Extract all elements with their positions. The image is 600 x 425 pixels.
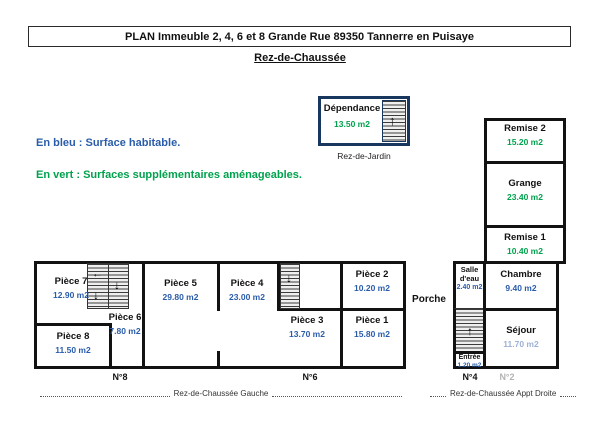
room-area: 12.90 m2: [53, 289, 89, 300]
room-entree: [453, 351, 486, 369]
staircase-icon: [382, 100, 406, 142]
dotted-leader: [40, 391, 170, 397]
room-name: Pièce 2: [355, 269, 389, 280]
room-name: Entrée: [458, 354, 481, 361]
stairs-up-arrow-icon: ↑: [467, 324, 473, 338]
room-area: 10.20 m2: [354, 282, 390, 293]
footer-left-label: Rez-de-Chaussée Gauche: [173, 389, 269, 398]
footer-left: [40, 389, 402, 398]
plan-title: PLAN Immeuble 2, 4, 6 et 8 Grande Rue 89350 Tannerre en Puisaye: [125, 30, 474, 43]
room-name: Pièce 4: [230, 278, 264, 289]
wall: [217, 351, 220, 369]
room-area: 9.40 m2: [505, 282, 537, 293]
room-name: Remise 2: [504, 123, 546, 134]
room-name: Pièce 6: [108, 312, 142, 323]
section-label-n6: N°6: [302, 372, 318, 382]
room-name: Chambre: [500, 269, 542, 280]
dotted-leader: [430, 391, 446, 397]
staircase-icon: [280, 263, 300, 309]
room-name: Dépendance: [323, 103, 381, 114]
room-area: 7.80 m2: [109, 325, 141, 336]
room-name: Grange: [508, 178, 542, 189]
room-area: 29.80 m2: [162, 291, 199, 302]
legend-amenageable: En vert : Surfaces supplémentaires aménageables.: [36, 169, 302, 181]
room-area: 23.40 m2: [507, 191, 543, 202]
staircase-icon: [453, 308, 486, 354]
room-area: 23.00 m2: [229, 291, 265, 302]
room-area: 13.70 m2: [289, 328, 325, 339]
stairs-divider: [108, 264, 109, 308]
room-porche: Porche: [412, 294, 446, 305]
room-name: Pièce 8: [56, 331, 90, 342]
room-name: Pièce 3: [290, 315, 324, 326]
room-name: Remise 1: [504, 232, 546, 243]
plan-title-box: [28, 26, 571, 47]
stairs-down-arrow-icon: ↓: [286, 271, 292, 285]
room-area: 2.40 m2: [456, 284, 483, 292]
room-area: 1.20 m2: [457, 362, 482, 370]
section-label-n2: N°2: [499, 372, 515, 382]
room-area: 10.40 m2: [507, 245, 543, 256]
room-salle-deau: [453, 261, 486, 311]
room-name: Séjour: [506, 325, 536, 336]
room-area: 15.20 m2: [507, 136, 543, 147]
footer-right-label: Rez-de-Chaussée Appt Droite: [450, 389, 557, 398]
room-area: 15.80 m2: [354, 328, 390, 339]
room-name: Salle d'eau: [459, 265, 480, 283]
stairs-up-arrow-icon: ↑: [389, 113, 396, 128]
room-dependance: [318, 96, 410, 146]
dotted-leader: [272, 391, 402, 397]
stairs-down-arrow-icon: ↓: [114, 278, 120, 292]
dependance-caption: Rez-de-Jardin: [337, 151, 391, 161]
footer-right: [430, 389, 582, 398]
section-label-n4: N°4: [462, 372, 478, 382]
plan-subtitle: Rez-de-Chaussée: [254, 52, 346, 64]
dotted-leader: [560, 391, 576, 397]
room-name: Pièce 7: [54, 276, 88, 287]
legend-habitable: En bleu : Surface habitable.: [36, 137, 181, 149]
section-label-n8: N°8: [112, 372, 128, 382]
room-name: Pièce 1: [355, 315, 389, 326]
room-area: 11.70 m2: [503, 338, 539, 349]
stairs-left-arrow-icon: ←: [92, 268, 103, 280]
room-name: Pièce 5: [164, 278, 197, 289]
room-area: 13.50 m2: [334, 119, 370, 129]
stairs-down-arrow-icon: ↓: [93, 288, 99, 302]
room-area: 11.50 m2: [55, 344, 91, 355]
